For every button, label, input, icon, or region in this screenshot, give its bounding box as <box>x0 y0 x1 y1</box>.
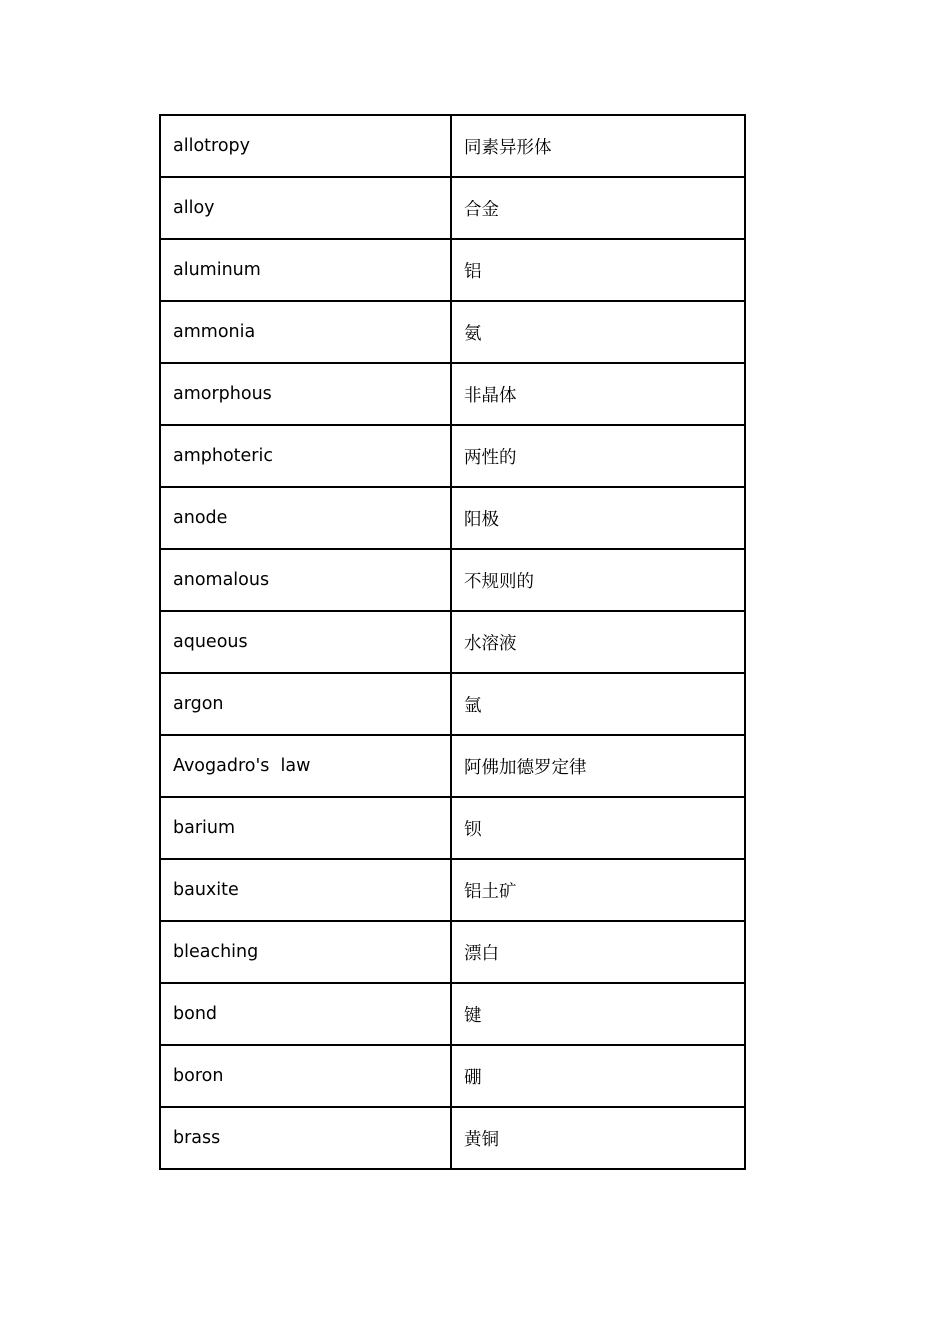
table-row <box>160 301 745 363</box>
term-cell: amphoteric <box>160 425 451 487</box>
table-row <box>160 115 745 177</box>
table-row <box>160 363 745 425</box>
translation-cell: 合金 <box>451 177 745 239</box>
translation-cell: 氩 <box>451 673 745 735</box>
term-cell: bond <box>160 983 451 1045</box>
term-cell: boron <box>160 1045 451 1107</box>
translation-cell: 硼 <box>451 1045 745 1107</box>
term-cell: aluminum <box>160 239 451 301</box>
term-cell: bleaching <box>160 921 451 983</box>
term-cell: ammonia <box>160 301 451 363</box>
translation-cell: 铝土矿 <box>451 859 745 921</box>
term-cell: Avogadro's law <box>160 735 451 797</box>
glossary-table-body <box>160 115 745 1169</box>
translation-cell: 不规则的 <box>451 549 745 611</box>
translation-cell: 水溶液 <box>451 611 745 673</box>
table-row <box>160 673 745 735</box>
translation-cell: 铝 <box>451 239 745 301</box>
translation-cell: 阿佛加德罗定律 <box>451 735 745 797</box>
table-row <box>160 611 745 673</box>
table-row <box>160 549 745 611</box>
translation-cell: 漂白 <box>451 921 745 983</box>
translation-cell: 阳极 <box>451 487 745 549</box>
term-cell: argon <box>160 673 451 735</box>
term-cell: brass <box>160 1107 451 1169</box>
term-cell: allotropy <box>160 115 451 177</box>
term-cell: aqueous <box>160 611 451 673</box>
table-row <box>160 239 745 301</box>
translation-cell: 键 <box>451 983 745 1045</box>
translation-cell: 钡 <box>451 797 745 859</box>
table-row <box>160 1045 745 1107</box>
term-cell: anomalous <box>160 549 451 611</box>
table-row <box>160 983 745 1045</box>
translation-cell: 两性的 <box>451 425 745 487</box>
table-row <box>160 859 745 921</box>
term-cell: bauxite <box>160 859 451 921</box>
term-cell: alloy <box>160 177 451 239</box>
translation-cell: 黄铜 <box>451 1107 745 1169</box>
translation-cell: 氨 <box>451 301 745 363</box>
table-row <box>160 921 745 983</box>
table-row <box>160 797 745 859</box>
table-row <box>160 1107 745 1169</box>
table-row <box>160 177 745 239</box>
table-row <box>160 487 745 549</box>
table-row <box>160 735 745 797</box>
term-cell: amorphous <box>160 363 451 425</box>
term-cell: barium <box>160 797 451 859</box>
translation-cell: 同素异形体 <box>451 115 745 177</box>
translation-cell: 非晶体 <box>451 363 745 425</box>
table-row <box>160 425 745 487</box>
glossary-table <box>159 114 746 1170</box>
term-cell: anode <box>160 487 451 549</box>
